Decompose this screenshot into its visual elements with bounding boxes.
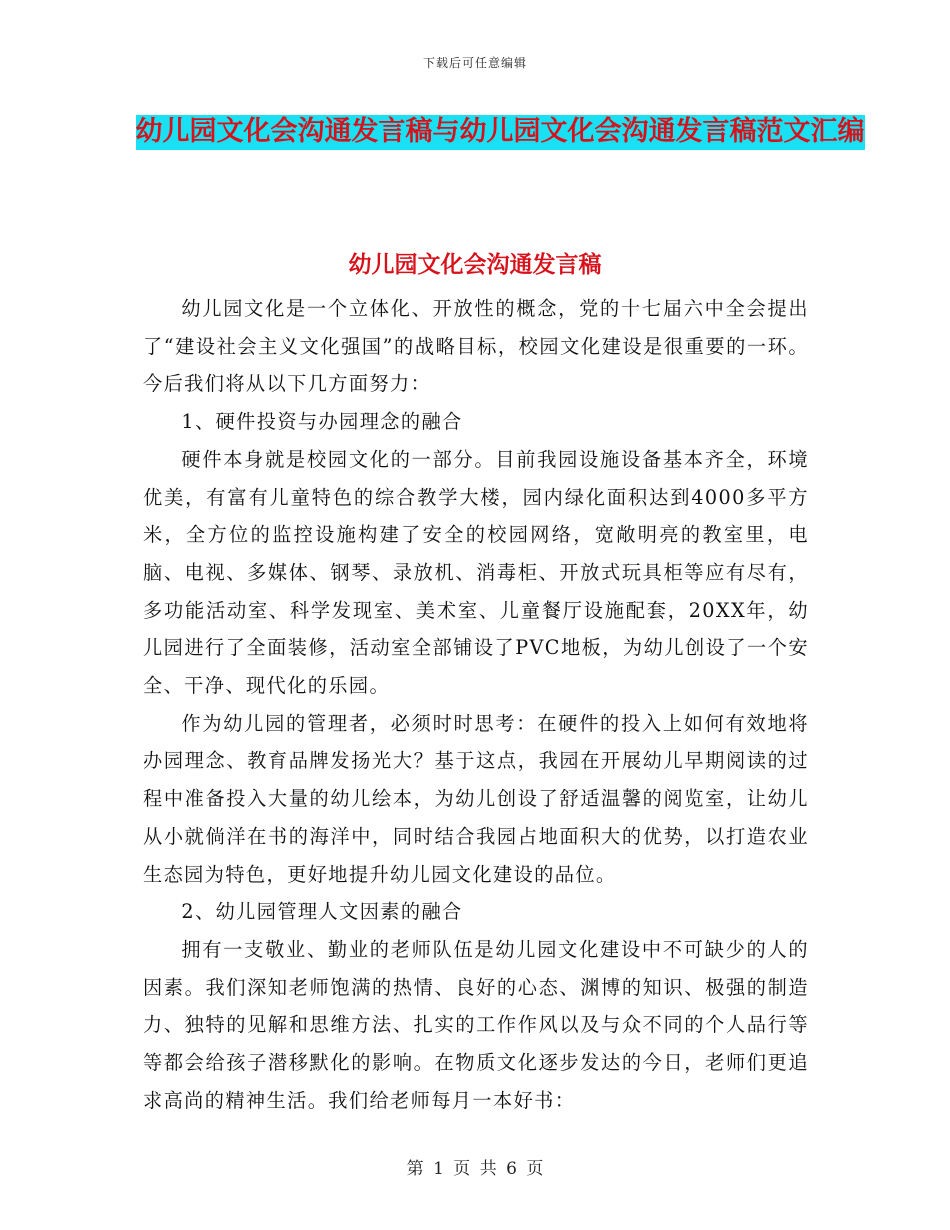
document-title	[120, 110, 880, 154]
section-title: 幼儿园文化会沟通发言稿	[348, 252, 602, 278]
paragraph-heading-2: 2、幼儿园管理人文因素的融合	[181, 900, 463, 924]
header-note: 下载后可任意编辑	[422, 56, 527, 70]
paragraph-management: 作为幼儿园的管理者，必须时时思考：在硬件的投入上如何有效地将办园理念、教育品牌发扬光大？基于这点，我园在开展幼儿早期阅读的过程中准备投入大量的幼儿绘本，为幼儿创设了舒适温馨的阅览室，让幼儿从小就倘洋在书的海洋中，同时结合我园占地面积大的优势，以打造农业生态园为特色，更好地提升幼儿园文化建设的品位。	[143, 711, 809, 886]
page-number: 第 1 页 共 6 页	[406, 1159, 544, 1179]
paragraph-intro: 幼儿园文化是一个立体化、开放性的概念，党的十七届六中全会提出了“建设社会主义文化强国”的战略目标，校园文化建设是很重要的一环。今后我们将从以下几方面努力：	[143, 297, 809, 396]
paragraph-hardware: 硬件本身就是校园文化的一部分。目前我园设施设备基本齐全，环境优美，有富有儿童特色的综合教学大楼，园内绿化面积达到4000多平方米，全方位的监控设施构建了安全的校园网络，宽敞明亮的教室里，电脑、电视、多媒体、钢琴、录放机、消毒柜、开放式玩具柜等应有尽有，多功能活动室、科学发现室、美术室、儿童餐厅设施配套，20XX年，幼儿园进行了全面装修，活动室全部铺设了PVC地板，为幼儿创设了一个安全、干净、现代化的乐园。	[143, 447, 809, 698]
paragraph-teachers: 拥有一支敬业、勤业的老师队伍是幼儿园文化建设中不可缺少的人的因素。我们深知老师饱满的热情、良好的心态、渊博的知识、极强的制造力、独特的见解和思维方法、扎实的工作作风以及与众不同的个人品行等等都会给孩子潜移默化的影响。在物质文化逐步发达的今日，老师们更追求高尚的精神生活。我们给老师每月一本好书：	[143, 937, 809, 1112]
body-text	[143, 290, 809, 1119]
paragraph-heading-1: 1、硬件投资与办园理念的融合	[181, 410, 463, 434]
document-title-text: 幼儿园文化会沟通发言稿与幼儿园文化会沟通发言稿范文汇编	[136, 115, 865, 150]
